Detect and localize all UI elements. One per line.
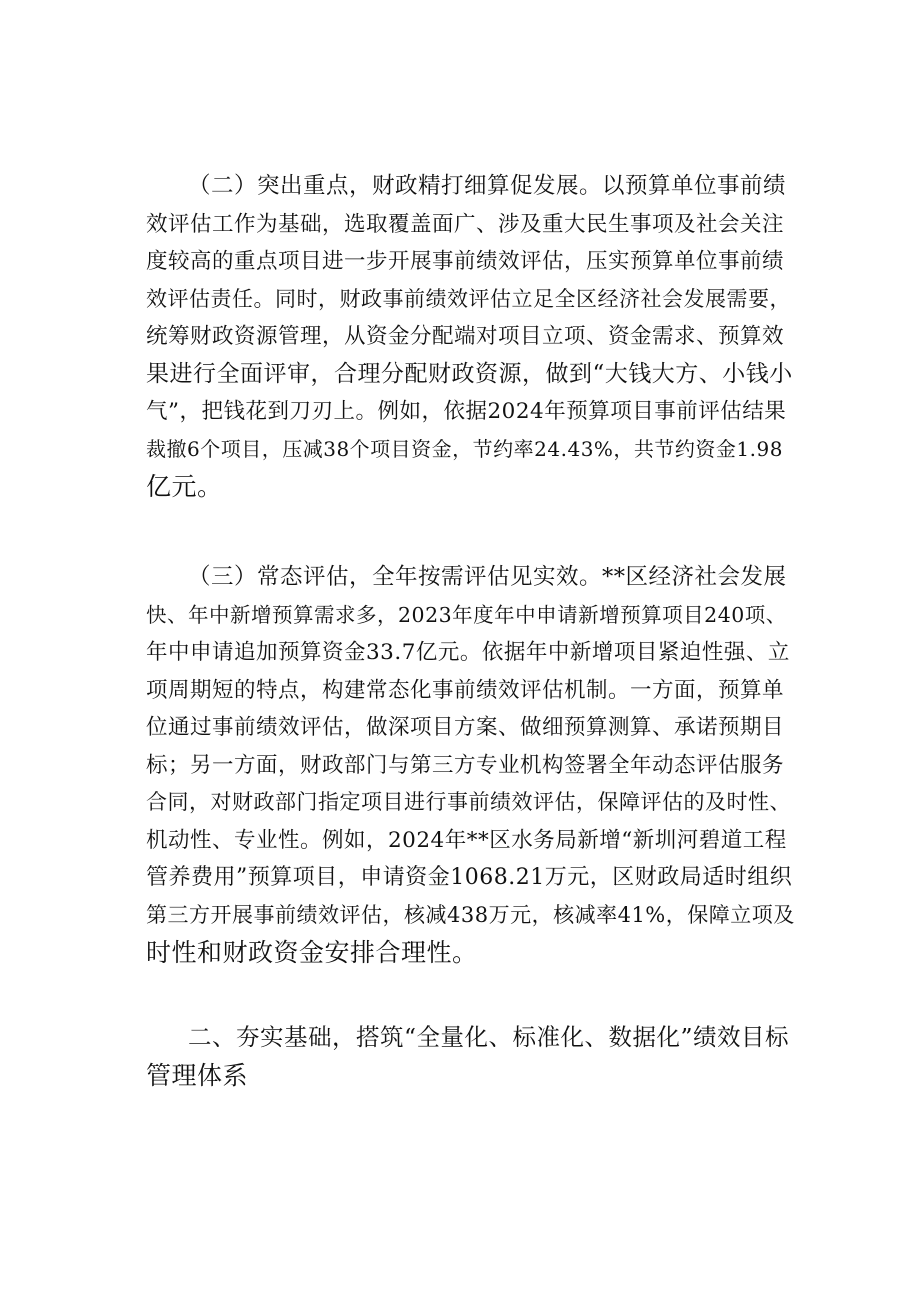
paragraph-line: 亿元。 xyxy=(146,472,223,501)
paragraph-line: 度较高的重点项目进一步开展事前绩效评估，压实预算单位事前绩 xyxy=(146,249,785,274)
paragraph-line: 时性和财政资金安排合理性。 xyxy=(146,938,478,967)
paragraph-line: 果进行全面评审，合理分配财政资源，做到“大钱大方、小钱小 xyxy=(146,360,793,387)
paragraph-line: 管养费用”预算项目，申请资金1068.21万元，区财政局适时组织 xyxy=(146,865,793,890)
paragraph-line: 机动性、专业性。例如，2024年**区水务局新增“新圳河碧道工程 xyxy=(146,827,787,853)
paragraph-budget-focus xyxy=(146,168,796,506)
paragraph-line: 年中申请追加预算资金33.7亿元。依据年中新增项目紧迫性强、立 xyxy=(146,640,790,665)
paragraph-line: 效评估工作为基础，选取覆盖面广、涉及重大民生事项及社会关注 xyxy=(146,211,785,237)
paragraph-line: （二）突出重点，财政精打细算促发展。以预算单位事前绩 xyxy=(188,173,787,199)
paragraph-line: 效评估责任。同时，财政事前绩效评估立足全区经济社会发展需要， xyxy=(146,286,791,311)
paragraph-line: 统筹财政资源管理，从资金分配端对项目立项、资金需求、预算效 xyxy=(146,324,785,349)
paragraph-line: 气”，把钱花到刀刃上。例如，依据2024年预算项目事前评估结果 xyxy=(146,399,787,424)
paragraph-routine-evaluation xyxy=(146,559,796,972)
paragraph-line: （三）常态评估，全年按需评估见实效。**区经济社会发展 xyxy=(188,564,787,590)
paragraph-line: 合同，对财政部门指定项目进行事前绩效评估，保障评估的及时性、 xyxy=(146,790,791,814)
paragraph-line: 裁撤6个项目，压减38个项目资金，节约率24.43%，共节约资金1.98 xyxy=(146,436,783,461)
heading-line: 管理体系 xyxy=(146,1060,249,1090)
paragraph-line: 标；另一方面，财政部门与第三方专业机构签署全年动态评估服务 xyxy=(146,752,785,778)
section-heading xyxy=(146,1019,796,1094)
heading-line: 二、夯实基础，搭筑“全量化、标准化、数据化”绩效目标 xyxy=(188,1023,790,1051)
paragraph-line: 快、年中新增预算需求多，2023年度年中申请新增预算项目240项、 xyxy=(146,602,787,627)
paragraph-line: 第三方开展事前绩效评估，核减438万元，核减率41%，保障立项及 xyxy=(146,902,795,927)
paragraph-line: 位通过事前绩效评估，做深项目方案、做细预算测算、承诺预期目 xyxy=(146,715,785,740)
paragraph-line: 项周期短的特点，构建常态化事前绩效评估机制。一方面，预算单 xyxy=(146,677,785,703)
